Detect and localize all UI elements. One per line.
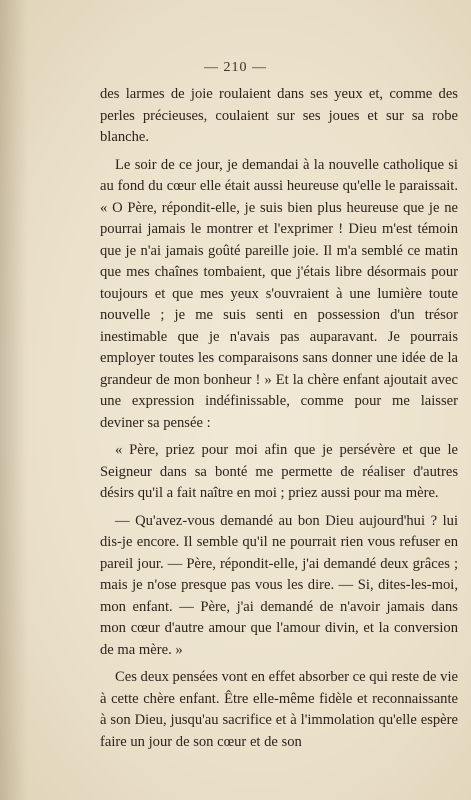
paragraph-3: « Père, priez pour moi afin que je persévère et que le Seigneur dans sa bonté me permette de réaliser d'autres désirs qu'il a fait naître en moi ; priez aussi pour ma mère. [100,442,458,501]
spine-shadow [0,0,28,800]
paragraph-4: — Qu'avez-vous demandé au bon Dieu aujourd'hui ? lui dis-je encore. Il semble qu'il ne pourrait rien vous refuser en pareil jour. — Père, répondit-elle, j'ai demandé deux grâces ; mais je n'ose presque pas vous les dire. — Si, dites-les-moi, mon enfant. — Père, j'ai demandé de n'avoir jamais dans mon cœur d'autre amour que l'amour divin, et la conversion de ma mère. » [100,512,458,658]
paragraph-2: Le soir de ce jour, je demandai à la nouvelle catholique si au fond du cœur elle était aussi heureuse qu'elle le paraissait. « O Père, répondit-elle, je suis bien plus heureuse que je ne pourrai jamais le montrer et l'exprimer ! Dieu m'est témoin que je n'ai jamais goûté pareille joie. Il m'a semblé ce matin que mes chaînes tombaient, que j'étais libre désormais pour toujours et que mes yeux s'ouvraient à une lumière toute nouvelle ; je me suis senti en possession d'un trésor inestimable que je n'avais pas auparavant. Je pourrais employer toutes les comparaisons sans donner une idée de la grandeur de mon bonheur ! » Et la chère enfant ajoutait avec une expression indéfinissable, comme pour me laisser deviner sa pensée : [100,156,458,431]
page-number: — 210 — [204,60,267,75]
paragraph-5: Ces deux pensées vont en effet absorber ce qui reste de vie à cette chère enfant. Être elle-même fidèle et reconnaissante à son Dieu, jusqu'au sacrifice et à l'immolation qu'elle espère faire un jour de son cœur et de son [100,669,458,750]
paragraph-1: des larmes de joie roulaient dans ses yeux et, comme des perles précieuses, coulaient sur ses joues et sur sa robe blanche. [100,86,458,145]
body-text [100,84,458,759]
